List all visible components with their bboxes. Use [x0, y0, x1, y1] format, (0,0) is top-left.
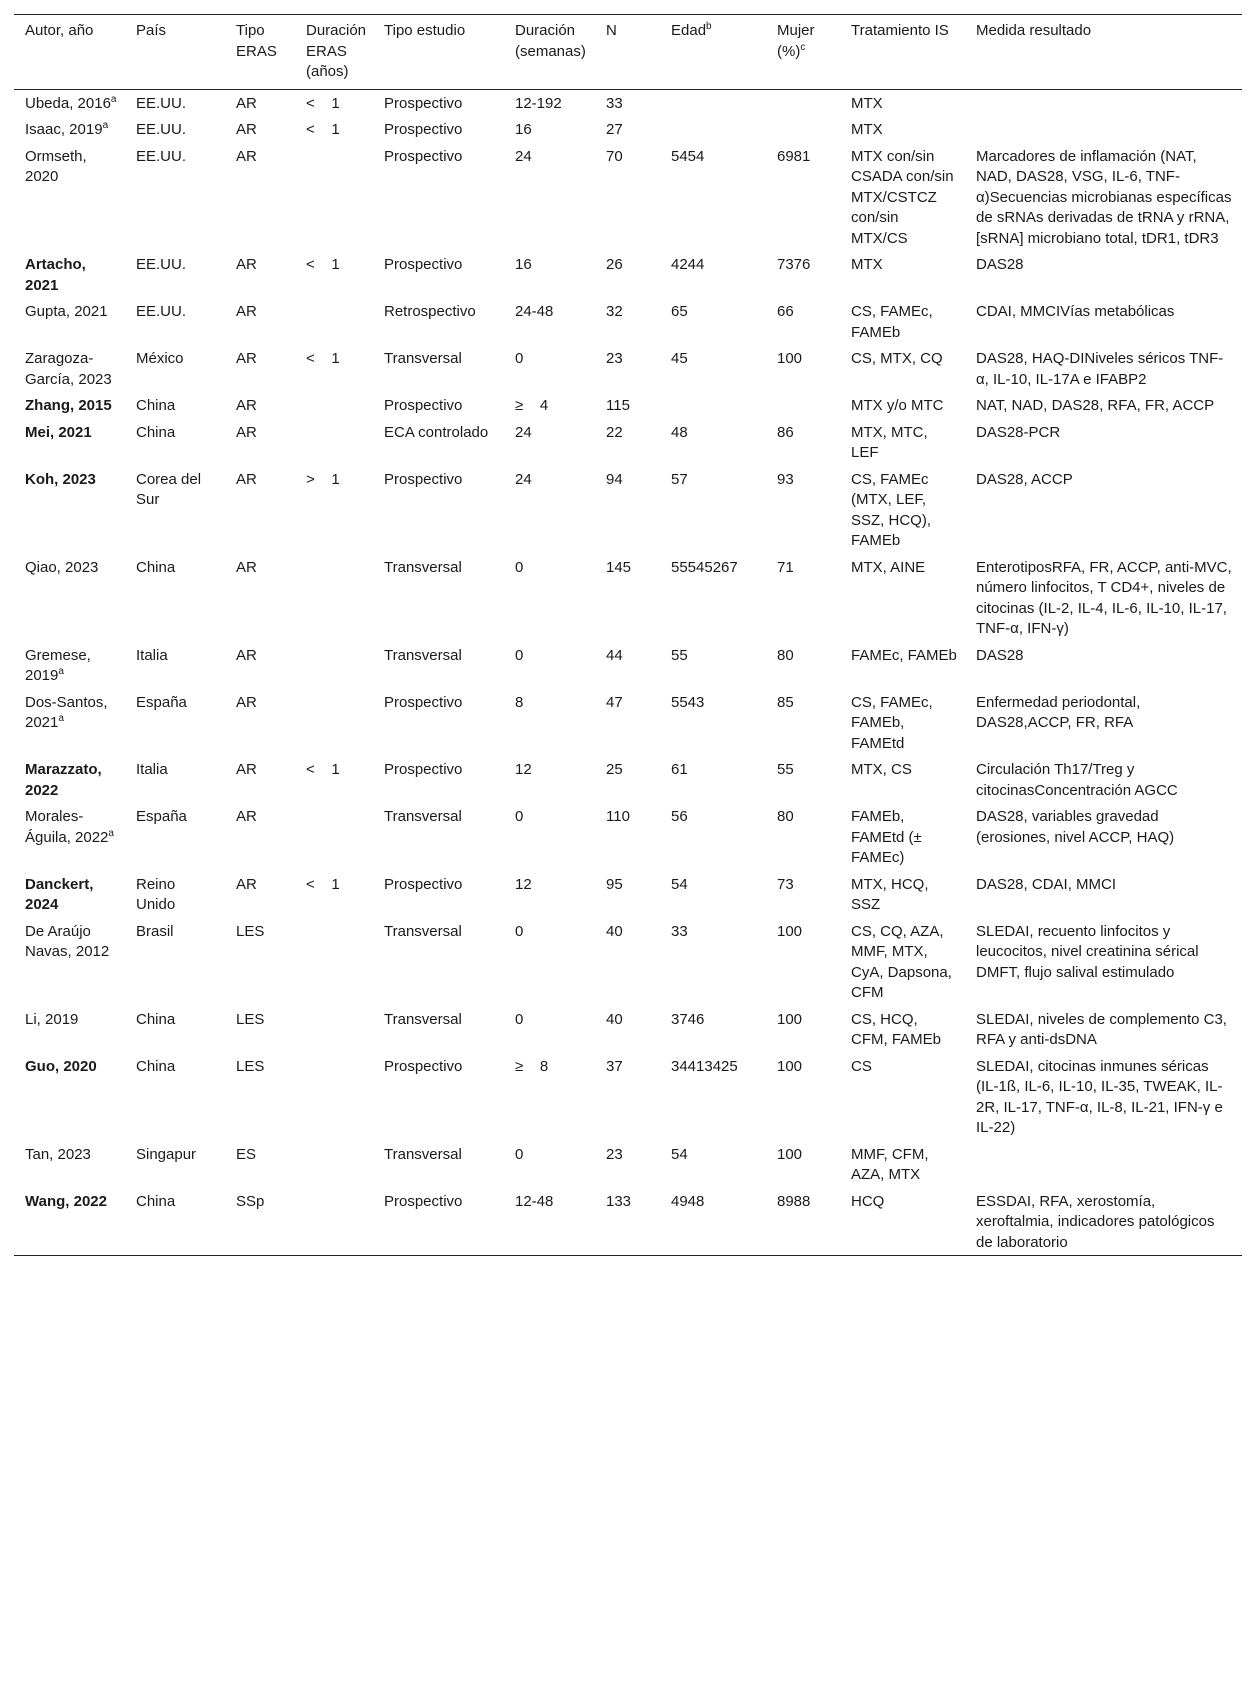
- cell-country: España: [136, 808, 187, 825]
- header-country: País: [125, 15, 225, 90]
- cell-treatment: MTX: [851, 121, 883, 138]
- cell-women: 100: [777, 1145, 803, 1163]
- author-name: Gremese, 2019: [25, 646, 91, 684]
- cell-author: [14, 1188, 125, 1256]
- cell-study-type: Transversal: [384, 1010, 462, 1028]
- cell-eras-duration: < 1: [306, 350, 340, 367]
- author-name: Ubeda, 2016: [25, 94, 111, 112]
- cell-country: China: [136, 558, 176, 576]
- cell-n: 32: [606, 303, 623, 320]
- cell-n: 23: [606, 1145, 623, 1163]
- cell-women: 66: [777, 303, 794, 320]
- author-footnote: a: [58, 666, 64, 677]
- cell-outcome: [965, 116, 1242, 143]
- cell-duration-weeks: 0: [515, 1010, 524, 1028]
- cell-outcome: [965, 1141, 1242, 1188]
- author-footnote: a: [58, 713, 64, 724]
- table-row: [14, 251, 1242, 298]
- table-row: [14, 1053, 1242, 1141]
- cell-author: [14, 1053, 125, 1141]
- cell-outcome: NAT, NAD, DAS28, RFA, FR, ACCP: [976, 397, 1215, 414]
- cell-eras-type: AR: [236, 470, 257, 488]
- cell-treatment: MMF, CFM, AZA, MTX: [851, 1145, 929, 1183]
- header-women-footnote: c: [800, 41, 806, 53]
- cell-duration-weeks: 0: [515, 350, 524, 367]
- cell-n: 40: [606, 922, 623, 940]
- cell-eras-type: LES: [236, 922, 265, 940]
- cell-author: [14, 642, 125, 689]
- table-row: [14, 1006, 1242, 1053]
- cell-duration-weeks: 24: [515, 423, 532, 441]
- cell-study-type: Prospectivo: [384, 256, 463, 273]
- author-name: Morales-Águila, 2022: [25, 808, 109, 846]
- cell-treatment: FAMEb, FAMEtd (± FAMEc): [851, 808, 922, 866]
- header-women: [766, 15, 840, 90]
- cell-eras-duration: [295, 1006, 373, 1053]
- author-name: Artacho, 2021: [25, 256, 86, 294]
- cell-eras-duration: < 1: [306, 256, 340, 273]
- cell-author: [14, 466, 125, 554]
- cell-treatment: HCQ: [840, 1188, 965, 1256]
- cell-age: 48: [671, 423, 688, 441]
- table-row: [14, 1141, 1242, 1188]
- table-row: [14, 871, 1242, 918]
- cell-n: 40: [606, 1010, 623, 1028]
- cell-n: 115: [606, 397, 630, 414]
- author-name: Marazzato, 2022: [25, 761, 102, 799]
- header-duration-weeks: Duración (semanas): [504, 15, 595, 90]
- table-row: [14, 756, 1242, 803]
- table-container: [14, 14, 1242, 1256]
- cell-eras-type: AR: [236, 423, 257, 441]
- cell-eras-type: AR: [236, 808, 257, 825]
- cell-age: [660, 392, 766, 419]
- cell-study-type: Transversal: [384, 646, 462, 664]
- table-row: [14, 419, 1242, 466]
- cell-outcome: DAS28: [976, 646, 1024, 664]
- cell-duration-weeks: 0: [515, 922, 524, 940]
- cell-eras-type: AR: [236, 693, 257, 711]
- author-name: De Araújo Navas, 2012: [25, 922, 110, 960]
- cell-eras-duration: [295, 1053, 373, 1141]
- cell-age: 61: [671, 761, 688, 778]
- cell-author: [14, 251, 125, 298]
- cell-eras-type: AR: [236, 558, 257, 576]
- cell-n: 27: [606, 121, 623, 138]
- cell-author: [14, 803, 125, 871]
- table-row: [14, 918, 1242, 1006]
- cell-duration-weeks: 12-192: [515, 94, 562, 112]
- cell-age: 56: [671, 808, 688, 825]
- cell-author: [14, 918, 125, 1006]
- cell-n: 22: [606, 423, 623, 441]
- cell-country: China: [136, 1010, 176, 1028]
- table-row: [14, 1188, 1242, 1256]
- cell-age: 57: [671, 470, 688, 488]
- cell-age: 5454: [671, 147, 705, 165]
- cell-country: Corea del Sur: [136, 470, 202, 508]
- cell-n: 94: [606, 470, 623, 488]
- cell-women: 80: [777, 646, 794, 664]
- cell-study-type: Transversal: [384, 1145, 462, 1163]
- table-row: [14, 554, 1242, 642]
- cell-outcome: Circulación Th17/Treg y citocinasConcentración AGCC: [976, 761, 1178, 799]
- cell-author: [14, 1006, 125, 1053]
- cell-age: [660, 116, 766, 143]
- cell-women: 55: [777, 761, 794, 778]
- cell-country: Italia: [136, 761, 168, 778]
- cell-women: 71: [777, 558, 794, 576]
- header-study-type: Tipo estudio: [373, 15, 504, 90]
- cell-country: Singapur: [136, 1145, 197, 1163]
- cell-duration-weeks: 12: [515, 875, 532, 893]
- author-name: Qiao, 2023: [25, 558, 99, 576]
- cell-eras-duration: [295, 918, 373, 1006]
- cell-duration-weeks: 16: [515, 256, 532, 273]
- cell-women: 100: [777, 1010, 803, 1028]
- cell-outcome: EnterotiposRFA, FR, ACCP, anti-MVC, número linfocitos, T CD4+, niveles de citocinas (IL-2, IL-4, IL-6, IL-10, IL-17, TNF-α, IFN-γ): [976, 558, 1232, 637]
- cell-treatment: MTX, HCQ, SSZ: [851, 875, 929, 913]
- cell-eras-duration: [295, 1188, 373, 1256]
- cell-n: 110: [606, 808, 630, 825]
- cell-treatment: MTX: [851, 94, 883, 112]
- cell-author: [14, 756, 125, 803]
- table-row: [14, 345, 1242, 392]
- cell-n: 47: [606, 693, 623, 711]
- table-row: [14, 143, 1242, 252]
- cell-age: 45: [671, 350, 688, 367]
- cell-duration-weeks: 12-48: [504, 1188, 595, 1256]
- cell-study-type: ECA controlado: [384, 423, 489, 441]
- cell-country: Brasil: [136, 922, 174, 940]
- cell-n: 70: [606, 147, 623, 165]
- author-name: Guo, 2020: [25, 1057, 97, 1075]
- author-name: Mei, 2021: [25, 423, 92, 441]
- cell-outcome: CDAI, MMCIVías metabólicas: [976, 303, 1175, 320]
- cell-outcome: DAS28, HAQ-DINiveles séricos TNF-α, IL-10, IL-17A e IFABP2: [976, 350, 1224, 388]
- header-n: N: [595, 15, 660, 90]
- cell-country: México: [136, 350, 184, 367]
- cell-n: 33: [606, 94, 623, 112]
- author-name: Tan, 2023: [25, 1145, 91, 1163]
- cell-study-type: Prospectivo: [384, 693, 463, 711]
- cell-eras-duration: [295, 143, 373, 252]
- table-row: [14, 689, 1242, 757]
- cell-country: EE.UU.: [136, 121, 187, 138]
- cell-treatment: MTX: [851, 256, 883, 273]
- header-treatment: Tratamiento IS: [840, 15, 965, 90]
- cell-treatment: MTX y/o MTC: [851, 397, 944, 414]
- cell-study-type: Prospectivo: [384, 94, 463, 112]
- cell-eras-duration: [295, 1141, 373, 1188]
- cell-eras-type: SSp: [225, 1188, 295, 1256]
- cell-outcome: Enfermedad periodontal, DAS28,ACCP, FR, RFA: [976, 693, 1141, 731]
- table-row: [14, 298, 1242, 345]
- cell-eras-type: AR: [236, 303, 257, 320]
- header-eras-duration: Duración ERAS (años): [295, 15, 373, 90]
- cell-author: [14, 392, 125, 419]
- cell-duration-weeks: 0: [515, 1145, 524, 1163]
- table-row: [14, 642, 1242, 689]
- author-name: Isaac, 2019: [25, 121, 103, 138]
- cell-duration-weeks: 12: [515, 761, 532, 778]
- cell-outcome: DAS28, ACCP: [976, 470, 1073, 488]
- cell-eras-duration: < 1: [306, 875, 340, 893]
- table-row: [14, 89, 1242, 116]
- cell-study-type: Prospectivo: [384, 875, 463, 893]
- cell-women: [766, 392, 840, 419]
- cell-age: [660, 89, 766, 116]
- cell-author: [14, 419, 125, 466]
- cell-eras-type: LES: [236, 1010, 265, 1028]
- cell-outcome: [965, 89, 1242, 116]
- cell-women: 86: [777, 423, 794, 441]
- cell-duration-weeks: 24-48: [515, 303, 554, 320]
- cell-outcome: ESSDAI, RFA, xerostomía, xeroftalmia, indicadores patológicos de laboratorio: [965, 1188, 1242, 1256]
- cell-country: China: [125, 1188, 225, 1256]
- cell-women: 80: [777, 808, 794, 825]
- cell-women: 100: [777, 350, 803, 367]
- author-name: Gupta, 2021: [25, 303, 108, 320]
- cell-study-type: Prospectivo: [384, 470, 463, 488]
- cell-age: 55: [671, 646, 688, 664]
- author-name: Ormseth, 2020: [25, 147, 87, 185]
- cell-author: [14, 689, 125, 757]
- author-name: Danckert, 2024: [25, 875, 94, 913]
- cell-eras-duration: [295, 689, 373, 757]
- header-age: [660, 15, 766, 90]
- cell-study-type: Prospectivo: [384, 1057, 463, 1075]
- cell-study-type: Prospectivo: [384, 121, 463, 138]
- author-footnote: a: [108, 827, 114, 839]
- cell-duration-weeks: 24: [515, 470, 532, 488]
- cell-women: 6981: [777, 147, 811, 165]
- author-name: Koh, 2023: [25, 470, 96, 488]
- cell-women: [766, 116, 840, 143]
- cell-eras-duration: [295, 642, 373, 689]
- cell-women: 85: [777, 693, 794, 711]
- cell-eras-duration: [295, 298, 373, 345]
- cell-study-type: Prospectivo: [384, 761, 463, 778]
- cell-age: 54: [671, 875, 688, 893]
- cell-women: 100: [777, 1057, 803, 1075]
- cell-n: 26: [606, 256, 623, 273]
- cell-study-type: Prospectivo: [384, 397, 463, 414]
- cell-country: Italia: [136, 646, 168, 664]
- cell-women: [766, 89, 840, 116]
- cell-age: 65: [671, 303, 688, 320]
- cell-eras-duration: [295, 803, 373, 871]
- cell-n: 44: [606, 646, 623, 664]
- cell-women: 93: [777, 470, 794, 488]
- cell-author: [14, 554, 125, 642]
- author-name: Wang, 2022: [25, 1192, 107, 1210]
- cell-age: 3746: [671, 1010, 705, 1028]
- cell-country: EE.UU.: [136, 94, 187, 112]
- table-body: [14, 89, 1242, 1256]
- cell-eras-type: AR: [236, 761, 257, 778]
- cell-women: 73: [777, 875, 794, 893]
- cell-study-type: Prospectivo: [373, 1188, 504, 1256]
- author-name: Zhang, 2015: [25, 397, 112, 414]
- cell-duration-weeks: ≥ 4: [515, 397, 549, 414]
- cell-country: España: [136, 693, 187, 711]
- cell-n: 37: [606, 1057, 623, 1075]
- cell-treatment: CS: [851, 1057, 872, 1075]
- cell-eras-duration: > 1: [306, 470, 340, 488]
- author-footnote: a: [102, 120, 109, 131]
- cell-age: 5543: [671, 693, 705, 711]
- cell-age: 55545267: [671, 558, 738, 576]
- cell-country: EE.UU.: [136, 147, 187, 165]
- cell-country: China: [136, 397, 176, 414]
- cell-outcome: DAS28: [976, 256, 1024, 273]
- cell-duration-weeks: 0: [515, 808, 524, 825]
- cell-study-type: Prospectivo: [384, 147, 463, 165]
- cell-eras-type: AR: [236, 646, 257, 664]
- cell-eras-type: LES: [236, 1057, 265, 1075]
- cell-author: [14, 871, 125, 918]
- cell-treatment: MTX con/sin CSADA con/sin MTX/CSTCZ con/sin MTX/CS: [851, 147, 954, 247]
- header-women-label: Mujer (%): [777, 22, 815, 60]
- cell-duration-weeks: 0: [515, 646, 524, 664]
- cell-country: China: [136, 423, 176, 441]
- cell-country: China: [136, 1057, 176, 1075]
- cell-treatment: CS, CQ, AZA, MMF, MTX, CyA, Dapsona, CFM: [851, 922, 952, 1001]
- cell-outcome: DAS28-PCR: [976, 423, 1061, 441]
- cell-age: 4948: [660, 1188, 766, 1256]
- cell-study-type: Transversal: [384, 558, 462, 576]
- cell-eras-type: ES: [236, 1145, 257, 1163]
- cell-eras-duration: < 1: [306, 761, 340, 778]
- cell-eras-duration: [295, 554, 373, 642]
- cell-treatment: MTX, CS: [851, 761, 912, 778]
- cell-author: [14, 298, 125, 345]
- cell-treatment: CS, FAMEc, FAMEb, FAMEtd: [851, 693, 933, 752]
- header-outcome: Medida resultado: [965, 15, 1242, 90]
- cell-treatment: CS, HCQ, CFM, FAMEb: [851, 1010, 942, 1048]
- cell-treatment: CS, FAMEc, FAMEb: [851, 303, 933, 341]
- cell-women: 8988: [766, 1188, 840, 1256]
- header-age-footnote: b: [706, 21, 712, 32]
- cell-age: 4244: [671, 256, 705, 273]
- studies-table: [14, 14, 1242, 1256]
- cell-outcome: SLEDAI, niveles de complemento C3, RFA y anti-dsDNA: [976, 1010, 1227, 1048]
- cell-eras-type: AR: [236, 256, 257, 273]
- cell-study-type: Retrospectivo: [384, 303, 476, 320]
- author-footnote: a: [110, 93, 117, 105]
- cell-author: [14, 143, 125, 252]
- cell-eras-type: AR: [236, 397, 257, 414]
- header-eras-type: Tipo ERAS: [225, 15, 295, 90]
- table-row: [14, 803, 1242, 871]
- header-author: Autor, año: [14, 15, 125, 90]
- cell-eras-type: AR: [236, 121, 257, 138]
- cell-eras-type: AR: [236, 350, 257, 367]
- cell-eras-type: AR: [236, 875, 257, 893]
- cell-outcome: SLEDAI, recuento linfocitos y leucocitos, nivel creatinina sérical DMFT, flujo salival estimulado: [976, 922, 1199, 981]
- cell-treatment: MTX, MTC, LEF: [851, 423, 928, 461]
- cell-eras-duration: [295, 419, 373, 466]
- cell-author: [14, 116, 125, 143]
- cell-author: [14, 345, 125, 392]
- cell-duration-weeks: ≥ 8: [515, 1057, 549, 1075]
- author-name: Zaragoza-García, 2023: [25, 350, 112, 388]
- cell-duration-weeks: 0: [515, 558, 524, 576]
- cell-study-type: Transversal: [384, 808, 462, 825]
- cell-women: 7376: [777, 256, 811, 273]
- cell-study-type: Transversal: [384, 922, 462, 940]
- cell-outcome: DAS28, CDAI, MMCI: [976, 875, 1117, 893]
- cell-n: 95: [606, 875, 623, 893]
- cell-author: [14, 1141, 125, 1188]
- header-age-label: Edad: [671, 22, 707, 39]
- cell-age: 54: [671, 1145, 688, 1163]
- cell-eras-duration: < 1: [306, 121, 340, 138]
- cell-eras-type: AR: [236, 94, 257, 112]
- cell-n: 23: [606, 350, 623, 367]
- header-row: [14, 15, 1242, 90]
- cell-treatment: MTX, AINE: [851, 558, 926, 576]
- cell-treatment: CS, FAMEc (MTX, LEF, SSZ, HCQ), FAMEb: [851, 470, 932, 549]
- table-row: [14, 392, 1242, 419]
- cell-country: Reino Unido: [136, 875, 176, 913]
- cell-eras-duration: [295, 392, 373, 419]
- cell-outcome: SLEDAI, citocinas inmunes séricas (IL-1ß, IL-6, IL-10, IL-35, TWEAK, IL-2R, IL-17, TNF-α, IL-8, IL-21, IFN-γ e IL-22): [976, 1057, 1223, 1136]
- cell-country: EE.UU.: [136, 303, 187, 320]
- cell-n: 145: [606, 558, 632, 576]
- cell-author: [14, 89, 125, 116]
- cell-country: EE.UU.: [136, 256, 187, 273]
- cell-outcome: DAS28, variables gravedad (erosiones, nivel ACCP, HAQ): [976, 808, 1175, 846]
- cell-eras-duration: < 1: [306, 94, 340, 112]
- cell-duration-weeks: 16: [515, 121, 532, 138]
- cell-treatment: CS, MTX, CQ: [851, 350, 943, 367]
- cell-treatment: FAMEc, FAMEb: [851, 646, 957, 664]
- cell-age: 33: [671, 922, 688, 940]
- cell-n: 25: [606, 761, 623, 778]
- cell-n: 133: [595, 1188, 660, 1256]
- cell-outcome: Marcadores de inflamación (NAT, NAD, DAS28, VSG, IL-6, TNF-α)Secuencias microbianas específicas de sRNAs derivadas de tRNA y rRNA,[sRNA] microbiano total, tDR1, tDR3: [976, 147, 1232, 247]
- cell-eras-type: AR: [236, 147, 257, 165]
- author-name: Li, 2019: [25, 1010, 79, 1028]
- table-row: [14, 466, 1242, 554]
- cell-study-type: Transversal: [384, 350, 462, 367]
- cell-duration-weeks: 24: [515, 147, 532, 165]
- cell-duration-weeks: 8: [515, 693, 524, 711]
- cell-women: 100: [777, 922, 803, 940]
- author-name: Dos-Santos, 2021: [25, 693, 108, 731]
- table-row: [14, 116, 1242, 143]
- cell-age: 34413425: [671, 1057, 738, 1075]
